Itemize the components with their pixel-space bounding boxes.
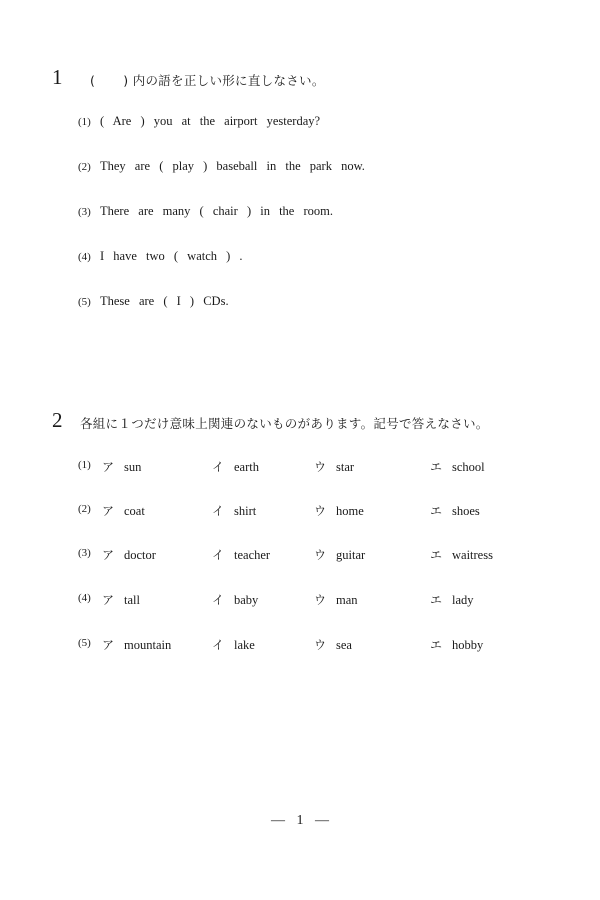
question-number: (4) [78,592,91,604]
choice-option [430,546,493,563]
choice-marker: エ [430,548,443,562]
question-row [78,294,229,309]
instruction-text: 内の語を正しい形に直しなさい。 [132,73,325,88]
choice-word: hobby [452,638,484,652]
question-text: I have two ( watch ) . [100,249,243,263]
choice-marker: イ [212,593,225,607]
paren-open: ( [90,73,96,88]
choice-marker: エ [430,593,443,607]
question-row [78,114,320,129]
choice-option [430,636,483,653]
choice-marker: ウ [314,460,327,474]
section-2-number: 2 [52,408,63,432]
choice-row [78,458,518,476]
choice-option [430,458,485,475]
choice-marker: イ [212,638,225,652]
choice-marker: ウ [314,638,327,652]
choice-marker: ウ [314,593,327,607]
choice-word: waitress [452,548,493,562]
choice-word: shoes [452,504,480,518]
choice-marker: イ [212,548,225,562]
section-2-instruction: 各組に１つだけ意味上関連のないものがあります。記号で答えなさい。 [80,416,489,431]
choice-option [314,591,358,608]
question-text: They are ( play ) baseball in the park now. [100,159,365,173]
section-1-instruction [90,71,325,89]
choice-option [102,636,171,653]
question-number: (2) [78,503,91,515]
choice-word: star [336,460,355,474]
choice-option [430,591,474,608]
question-number: (3) [78,547,91,559]
question-text: ( Are ) you at the airport yesterday? [100,114,321,128]
choice-option [212,636,255,653]
choice-option [430,502,480,519]
choice-option [102,458,141,475]
choice-word: lake [234,638,255,652]
question-number: (1) [78,459,91,471]
question-text: These are ( I ) CDs. [100,294,229,308]
choice-marker: ア [102,638,115,652]
choice-row [78,591,518,609]
question-number: (3) [78,206,91,218]
section-1-number: 1 [52,65,63,89]
choice-option [314,502,364,519]
choice-marker: エ [430,638,443,652]
paren-close: ) [123,73,129,88]
choice-word: man [336,593,358,607]
choice-option [212,591,258,608]
choice-word: school [452,460,485,474]
choice-word: sea [336,638,352,652]
question-text: There are many ( chair ) in the room. [100,204,333,218]
choice-row [78,502,518,520]
choice-marker: エ [430,460,443,474]
question-number: (5) [78,296,91,308]
choice-marker: ア [102,460,115,474]
question-number: (4) [78,251,91,263]
choice-option [212,546,270,563]
choice-marker: ア [102,548,115,562]
choice-row [78,546,518,564]
question-number: (1) [78,116,91,128]
choice-marker: イ [212,504,225,518]
choice-option [212,458,259,475]
choice-marker: ウ [314,504,327,518]
choice-word: sun [124,460,142,474]
choice-word: baby [234,593,259,607]
choice-marker: ア [102,593,115,607]
choice-word: doctor [124,548,156,562]
choice-word: lady [452,593,474,607]
choice-word: tall [124,593,140,607]
choice-row [78,636,518,654]
choice-option [102,546,156,563]
choice-marker: イ [212,460,225,474]
choice-word: teacher [234,548,271,562]
choice-word: mountain [124,638,172,652]
choice-word: earth [234,460,259,474]
choice-option [102,502,145,519]
choice-marker: エ [430,504,443,518]
choice-word: coat [124,504,145,518]
choice-word: home [336,504,364,518]
question-row [78,159,365,174]
question-row [78,204,333,219]
choice-marker: ア [102,504,115,518]
choice-option [314,458,354,475]
choice-marker: ウ [314,548,327,562]
choice-option [212,502,256,519]
choice-option [314,546,365,563]
choice-option [102,591,140,608]
page-number: — 1 — [271,813,329,828]
choice-option [314,636,352,653]
question-row [78,249,243,264]
choice-word: shirt [234,504,257,518]
question-number: (2) [78,161,91,173]
question-number: (5) [78,637,91,649]
choice-word: guitar [336,548,366,562]
